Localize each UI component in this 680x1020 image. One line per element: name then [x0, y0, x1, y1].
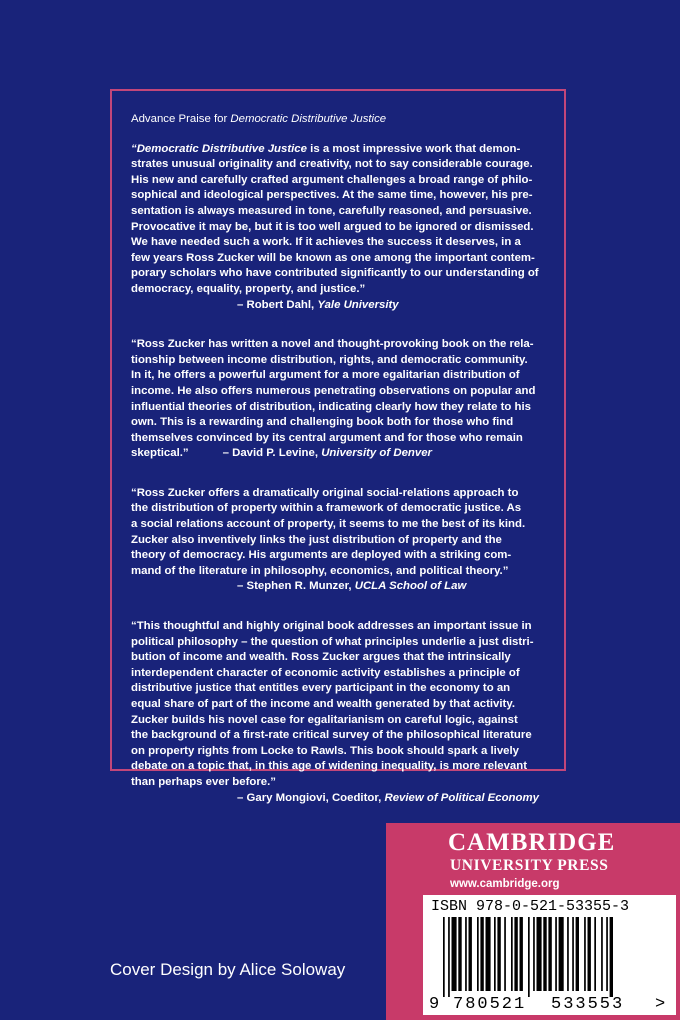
barcode-bar [533, 917, 535, 991]
barcode-bar [555, 917, 557, 991]
attribution-dahl: – Robert Dahl, Yale University [237, 298, 399, 311]
cover-design-credit: Cover Design by Alice Soloway [110, 960, 346, 979]
barcode-bar [486, 917, 491, 991]
barcode-bar [465, 917, 467, 991]
barcode-bar [528, 917, 530, 997]
barcode-digits-right: 533553 [551, 995, 625, 1014]
barcode-bar [567, 917, 569, 991]
barcode-bar [594, 917, 596, 991]
praise-section [131, 112, 551, 830]
barcode-bar [537, 917, 542, 991]
quote-dahl: “Democratic Distributive Justice is a most impressive work that demon- strates unusual originality and creativity, not to say considerable courage. His new and carefully crafted argument challenges a broad range of philo- sophical and ideological perspectives. At the same time, however, his pre- sentation is always measured in tone, carefully reasoned, and persuasive. Provocative it may be, but it is too well argued to be ignored or dismissed. We have needed such a work. If it achieves the success it deserves, in a few years Ross Zucker will be known as one among the important contem- porary scholars who have contributed significantly to our understanding of democracy, equality, property, and justice.” – Robert Dahl, Yale University [131, 142, 551, 314]
attribution-levine: – David P. Levine, University of Denver [222, 447, 432, 460]
barcode-bar [610, 917, 613, 997]
barcode-bar [511, 917, 513, 991]
barcode-bar [504, 917, 506, 991]
barcode-bar [588, 917, 591, 991]
publisher-subtitle: UNIVERSITY PRESS [450, 857, 609, 874]
barcode-bar [559, 917, 564, 991]
barcode-arrow: > [655, 995, 666, 1014]
quote-mongiovi: “This thoughtful and highly original book addresses an important issue in political philosophy – the question of what principles underlie a just distri- bution of income and wealth. Ross Zucker argues that the intrinsically interdependent character of economic activity establishes a principle of distributive justice that entitles every participant in the economy to an equal share of part of the income and wealth generated by that activity. Zucker builds his novel case for egalitarianism on careful logic, against the background of a first-rate critical survey of the philosophical literature on property rights from Locke to Rawls. This book should spark a lively debate on a topic that, in this age of widening inequality, is more relevant than perhaps ever before.” – Gary Mongiovi, Coeditor, Review of Political Economy [131, 619, 551, 806]
barcode-bar [520, 917, 523, 991]
barcode-bar [584, 917, 586, 991]
attribution-mongiovi: – Gary Mongiovi, Coeditor, Review of Political Economy [237, 791, 539, 804]
isbn-label: ISBN 978-0-521-53355-3 [431, 898, 630, 915]
barcode-bar [443, 917, 445, 997]
barcode-bar [572, 917, 574, 991]
publisher-website: www.cambridge.org [450, 878, 560, 890]
barcode-bar [458, 917, 461, 991]
barcode-bar [606, 917, 608, 991]
barcode-bar [452, 917, 457, 991]
isbn-barcode [423, 895, 676, 1015]
barcode-bar [494, 917, 496, 991]
barcode-bar [576, 917, 579, 991]
barcode-bar [480, 917, 483, 991]
barcode-bar [448, 917, 450, 997]
barcode-bar [469, 917, 472, 991]
barcode-digit-lead: 9 [429, 995, 440, 1014]
publisher-block [386, 823, 680, 1020]
barcode-digits-left: 780521 [453, 995, 527, 1014]
barcode-bar [477, 917, 479, 991]
publisher-name: CAMBRIDGE [448, 829, 616, 856]
barcode-bar [497, 917, 500, 991]
quote-munzer: “Ross Zucker offers a dramatically original social-relations approach to the distribution of property within a framework of democratic justice. As a social relations account of property, it seems to me the best of its kind. Zucker also inventively links the just distribution of property and the theory of democracy. His arguments are deployed with a striking com- mand of the literature in philosophy, economics, and political theory.” – Stephen R. Munzer, UCLA School of Law [131, 486, 551, 595]
book-title: Democratic Distributive Justice [230, 113, 387, 125]
barcode-icon [423, 915, 676, 1015]
quote-levine: “Ross Zucker has written a novel and thought-provoking book on the rela- tionship between income distribution, rights, and democratic community. In it, he offers a powerful argument for a more egalitarian distribution of income. He also offers numerous penetrating observations on popular and influential theories of distribution, indicating clearly how they relate to his own. This is a rewarding and challenging book both for those who find themselves convinced by its central argument and for those who remain skeptical.” – David P. Levine, University of Denver [131, 338, 536, 460]
barcode-bar [548, 917, 551, 991]
barcode-bar [543, 917, 546, 991]
praise-heading: Advance Praise for Democratic Distributive Justice [131, 113, 387, 125]
barcode-bar [601, 917, 603, 991]
barcode-bar [514, 917, 517, 991]
attribution-munzer: – Stephen R. Munzer, UCLA School of Law [237, 580, 467, 593]
